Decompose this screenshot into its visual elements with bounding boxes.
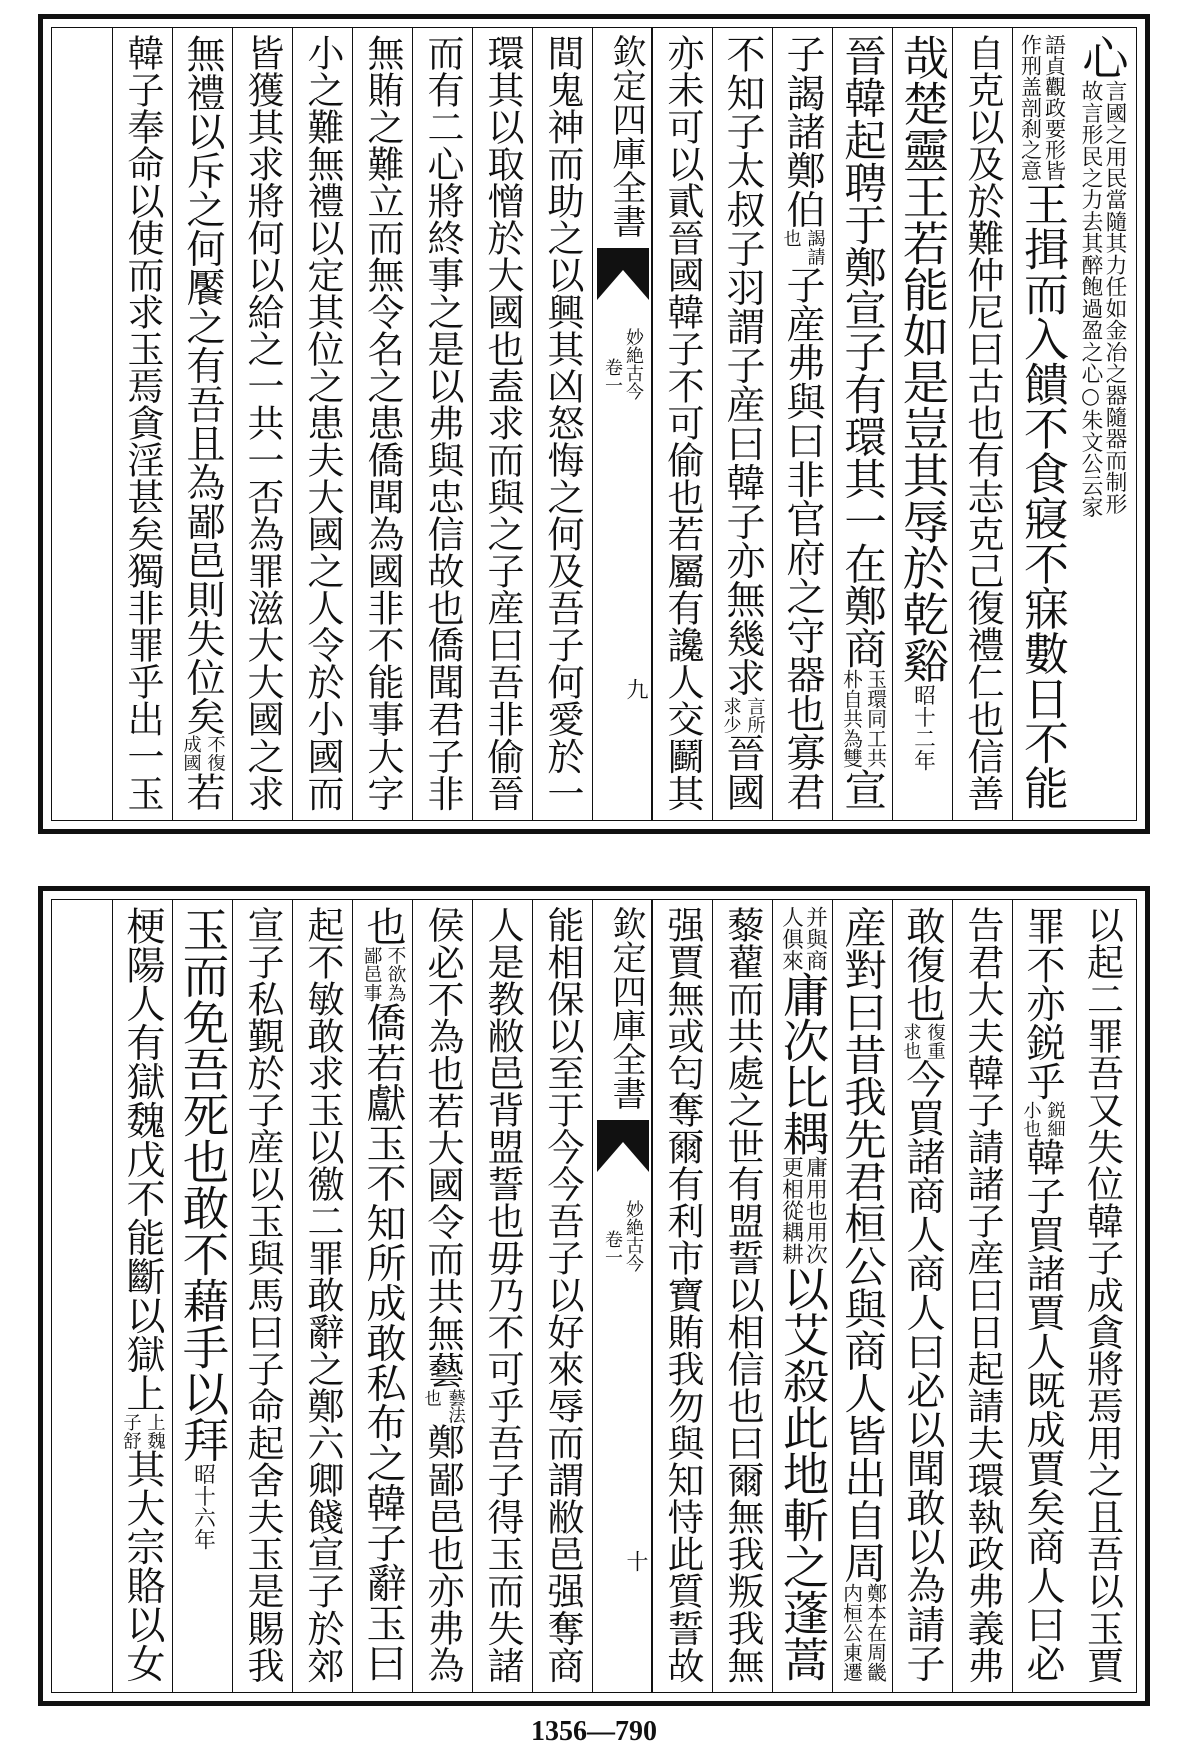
top-page: [38, 14, 1150, 834]
fish-tail-mark-icon: [597, 248, 649, 300]
text-column: [712, 900, 772, 1692]
page-number: 九: [623, 678, 648, 700]
annotation-line: 并與商: [802, 906, 828, 972]
volume-label: 卷一: [602, 1230, 623, 1266]
annotation-line: 言所: [744, 696, 766, 733]
annotation-note: [899, 1023, 947, 1059]
main-text: 晉國: [720, 732, 765, 811]
text-column: [112, 28, 172, 820]
main-text: 其大宗賂以女: [120, 1449, 165, 1683]
main-text: 鄭鄙邑也亦弗為: [421, 1423, 464, 1684]
annotation-line: 不復: [204, 735, 226, 772]
text-column: [1012, 28, 1072, 820]
text-column: [292, 28, 352, 820]
text-column: [952, 28, 1012, 820]
text-column: [472, 28, 532, 820]
main-text: 梗陽人有獄魏戊不能斷以獄上: [120, 906, 165, 1413]
text-column: [352, 28, 412, 820]
main-text: 也: [360, 906, 406, 947]
annotation-line: 昭十二年: [910, 683, 936, 771]
text-column: [772, 900, 832, 1692]
text-column: [112, 900, 172, 1692]
main-text: 以艾殺此地斬之蓬蒿: [776, 1264, 830, 1682]
text-column: [352, 900, 412, 1692]
main-text: 人是教敝邑背盟誓也毋乃不可乎吾子得玉而失諸: [481, 906, 524, 1684]
main-text: 以起二罪吾又失位韓子成貪將焉用之且吾以玉賈: [1080, 906, 1124, 1684]
annotation-note: [911, 684, 935, 771]
annotation-line: 小也: [1020, 1100, 1042, 1138]
main-text: 玉而免吾死也敢不藉手以拜: [176, 906, 230, 1463]
annotation-line: 求也: [900, 1022, 922, 1060]
center-title: 欽定四庫全書: [606, 906, 646, 1110]
main-text: 庸次比耦: [776, 971, 830, 1157]
annotation-line: 言國之用民當隨其力任如金冶之器隨器而制形: [1102, 80, 1127, 515]
annotation-note: [179, 735, 227, 771]
annotation-line: 人俱來: [778, 906, 804, 972]
annotation-line: 不欲為: [384, 946, 406, 1003]
bottom-page: [38, 886, 1150, 1706]
annotation-line: 昭十六年: [190, 1462, 216, 1550]
main-text: 宣子私覲於子産以玉與馬曰子命起舍夫玉是賜我: [241, 906, 284, 1684]
main-text: 皆獲其求將何以給之一共一否為罪滋大大國之求: [241, 34, 284, 812]
volume-label: 卷一: [602, 358, 623, 394]
annotation-line: 也: [420, 1388, 441, 1406]
annotation-note: [779, 906, 827, 971]
main-text: 小之難無禮以定其位之患夫大國之人令於小國而: [301, 34, 344, 812]
fish-tail-mark-icon: [597, 1120, 649, 1172]
main-text: 亦未可以貳晉國韓子不可偷也若屬有讒人交鬬其: [661, 34, 704, 812]
main-text: 今買諸商人商人曰必以聞敢以為請子: [900, 1059, 945, 1683]
annotation-line: 玉環同工共: [863, 669, 887, 769]
annotation-note: [779, 229, 827, 265]
text-column: [292, 900, 352, 1692]
main-text: 間鬼神而助之以興其凶怒悔之何及吾子何愛於一: [541, 34, 584, 812]
text-column: [832, 28, 892, 820]
annotation-line: 語貞觀政要形皆: [1042, 34, 1068, 182]
annotation-note: [419, 1389, 467, 1424]
annotation-note: [719, 697, 767, 733]
annotation-line: 鋭細: [1044, 1100, 1066, 1138]
text-column: [772, 28, 832, 820]
annotation-line: 庸用也用次: [802, 1156, 828, 1265]
main-text: 而有二心將終事之是以弗與忠信故也僑聞君子非: [421, 34, 464, 812]
annotation-note: [119, 1413, 167, 1449]
main-text: 侯必不為也若大國令而共無藝: [421, 906, 464, 1389]
text-column: [652, 28, 712, 820]
main-text: 環其以取憎於大國也盍求而與之子産曰吾非偷晉: [481, 34, 524, 812]
annotation-line: 上魏: [144, 1412, 166, 1450]
text-column: [1072, 28, 1132, 820]
text-column: [892, 28, 952, 820]
annotation-line: 内桓公東遷: [839, 1583, 863, 1683]
main-text: 無賄之難立而無令名之患僑聞為國非不能事大字: [361, 34, 404, 812]
annotation-note: [1019, 34, 1067, 181]
main-text: 告君大夫韓子請諸子産曰日起請夫環執政弗義弗: [961, 906, 1004, 1684]
text-column: [412, 28, 472, 820]
text-column: [472, 900, 532, 1692]
text-column: [892, 900, 952, 1692]
main-text: 王揖而入饋不食寢不寐數日不能: [1016, 181, 1069, 811]
text-column: [652, 900, 712, 1692]
main-text: 心: [1075, 34, 1130, 81]
annotation-line: 鄭本在周畿: [863, 1583, 887, 1683]
main-text: 僑若獻玉不知所成敢私布之韓子辭玉曰: [360, 1002, 406, 1683]
book-title: 妙絶古今: [623, 328, 644, 400]
annotation-line: 藝法: [444, 1388, 465, 1424]
main-text: 起不敏敢求玉以徼二罪敢辭之鄭六卿餞宣子於郊: [301, 906, 344, 1684]
text-column: [232, 28, 292, 820]
annotation-line: 謁請: [804, 228, 826, 266]
annotation-note: [359, 946, 407, 1002]
main-text: 藜藋而共處之世有盟誓以相信也曰爾無我叛我無: [721, 906, 764, 1684]
annotation-line: 更相從耦耕: [778, 1156, 804, 1265]
annotation-line: 成國: [180, 735, 202, 772]
main-text: 産對曰昔我先君桓公與商人皆出自周: [838, 906, 887, 1584]
text-column: [412, 900, 472, 1692]
main-text: 無禮以斥之何饜之有吾且為鄙邑則失位矣: [180, 34, 225, 736]
main-text: 晉韓起聘于鄭宣子有環其一在鄭商: [838, 34, 887, 670]
book-title: 妙絶古今: [623, 1200, 644, 1272]
main-text: 罪不亦鋭乎: [1020, 906, 1065, 1101]
text-column: [172, 900, 232, 1692]
text-column: [172, 28, 232, 820]
annotation-note: [779, 1156, 827, 1264]
page-footer-number: 1356—790: [531, 1716, 657, 1747]
top-page-frame: [51, 27, 1137, 821]
annotation-line: 朴自共為雙: [839, 669, 863, 769]
annotation-note: [191, 1463, 215, 1550]
annotation-line: 求少: [720, 696, 742, 733]
text-column: [232, 900, 292, 1692]
text-column: [532, 28, 592, 820]
main-text: 韓子買諸賈人既成賈矣商人曰必: [1020, 1137, 1065, 1683]
center-title: 欽定四庫全書: [606, 34, 646, 238]
main-text: 强賈無或匄奪爾有利市寶賄我勿與知恃此質誓故: [661, 906, 704, 1684]
main-text: 哉楚靈王若能如是豈其辱於乾谿: [896, 34, 950, 684]
main-text: 子謁諸鄭伯: [780, 34, 825, 229]
annotation-line: 子舒: [120, 1412, 142, 1450]
text-column: [1012, 900, 1072, 1692]
text-column: [532, 900, 592, 1692]
main-text: 子産弗與曰非官府之守器也寡君: [780, 265, 825, 811]
annotation-note: [839, 1583, 887, 1682]
main-text: 宣: [838, 768, 887, 811]
annotation-line: 作刑盖剖刹之意: [1018, 34, 1044, 182]
annotation-line: 也: [780, 228, 802, 248]
bottom-page-frame: [51, 899, 1137, 1693]
text-column: [832, 900, 892, 1692]
main-text: 能相保以至于今今吾子以好來辱而謂敝邑强奪商: [541, 906, 584, 1684]
annotation-note: [839, 669, 887, 768]
center-margin-column: [592, 28, 652, 820]
annotation-line: 故言形民之力去其醉飽過盈之心○朱文公云家: [1078, 80, 1103, 519]
main-text: 敢復也: [900, 906, 945, 1023]
text-column: [712, 28, 772, 820]
main-text: 若: [180, 771, 225, 811]
main-text: 自克以及於難仲尼曰古也有志克己復禮仁也信善: [961, 34, 1004, 812]
annotation-note: [1078, 80, 1126, 518]
annotation-line: 鄙邑事: [360, 946, 382, 1003]
annotation-note: [1019, 1101, 1067, 1137]
page-number: 十: [623, 1550, 648, 1572]
text-column: [952, 900, 1012, 1692]
text-column: [1072, 900, 1132, 1692]
main-text: 不知子太叔子羽謂子産曰韓子亦無幾求: [720, 34, 765, 697]
annotation-line: 復重: [924, 1022, 946, 1060]
center-margin-column: [592, 900, 652, 1692]
main-text: 韓子奉命以使而求玉焉貪淫甚矣獨非罪乎出一玉: [121, 34, 164, 812]
